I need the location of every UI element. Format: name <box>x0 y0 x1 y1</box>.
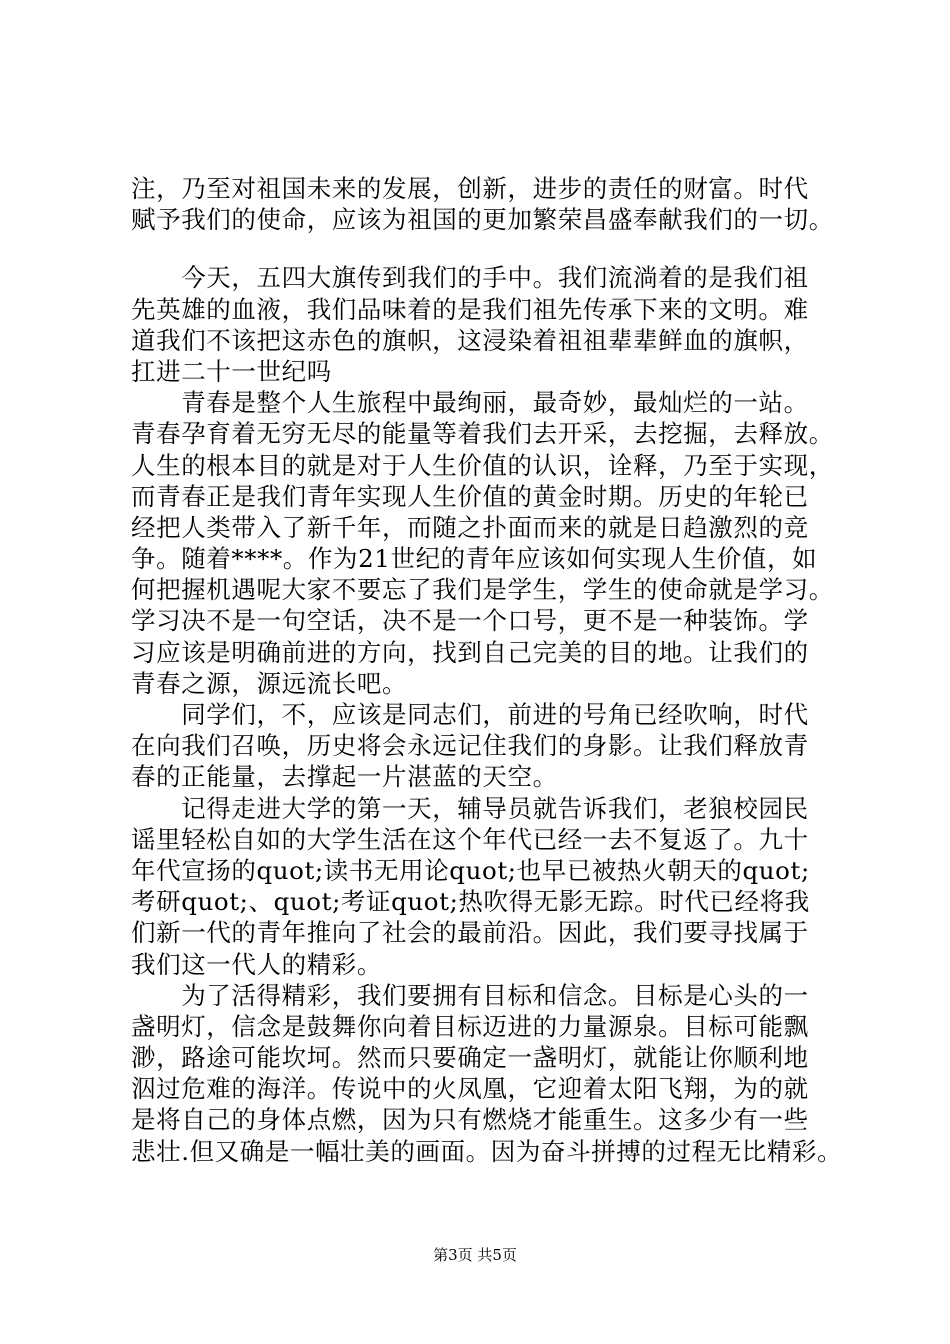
text-line: 记得走进大学的第一天，辅导员就告诉我们，老狼校园民 <box>131 793 809 823</box>
text-line: 争。随着****。作为21世纪的青年应该如何实现人生价值，如 <box>131 544 818 574</box>
text-line: 同学们，不，应该是同志们，前进的号角已经吹响，时代 <box>131 700 809 729</box>
text-line: 考研quot;、quot;考证quot;热吹得无影无踪。时代已经将我 <box>131 887 810 917</box>
page-footer: 第3页 共5页 <box>433 1246 517 1264</box>
text-line: 先英雄的血液，我们品味着的是我们祖先传承下来的文明。难 <box>131 294 809 324</box>
text-line: 道我们不该把这赤色的旗帜，这浸染着祖祖辈辈鲜血的旗帜， <box>131 325 809 355</box>
text-line: 渺，路途可能坎坷。然而只要确定一盏明灯，就能让你顺利地 <box>131 1043 809 1073</box>
text-line: 青春之源，源远流长吧。 <box>131 668 408 698</box>
text-line: 而青春正是我们青年实现人生价值的黄金时期。历史的年轮已 <box>131 481 809 511</box>
text-line: 泅过危难的海洋。传说中的火凤凰，它迎着太阳飞翔，为的就 <box>131 1074 809 1104</box>
text-line: 赋予我们的使命，应该为祖国的更加繁荣昌盛奉献我们的一切。 <box>131 205 834 235</box>
body-text <box>131 173 843 1167</box>
text-line: 悲壮.但又确是一幅壮美的画面。因为奋斗拼搏的过程无比精彩。 <box>131 1136 843 1166</box>
text-line: 今天，五四大旗传到我们的手中。我们流淌着的是我们祖 <box>131 263 809 293</box>
text-line: 扛进二十一世纪吗 <box>131 356 332 386</box>
paragraph-gap <box>131 235 821 262</box>
text-line: 在向我们召唤，历史将会永远记住我们的身影。让我们释放青 <box>131 731 809 761</box>
text-line: 经把人类带入了新千年，而随之扑面而来的就是日趋激烈的竞 <box>131 512 809 542</box>
text-line: 学习决不是一句空话，决不是一个口号，更不是一种装饰。学 <box>131 606 809 636</box>
text-line: 为了活得精彩，我们要拥有目标和信念。目标是心头的一 <box>131 980 809 1010</box>
paragraph-top <box>131 173 834 235</box>
text-line: 是将自己的身体点燃，因为只有燃烧才能重生。这多少有一些 <box>131 1105 809 1135</box>
text-line: 春的正能量，去撑起一片湛蓝的天空。 <box>131 762 558 792</box>
text-line: 习应该是明确前进的方向，找到自己完美的目的地。让我们的 <box>131 637 809 667</box>
text-line: 年代宣扬的quot;读书无用论quot;也早已被热火朝天的quot; <box>131 855 810 885</box>
text-line: 们新一代的青年推向了社会的最前沿。因此，我们要寻找属于 <box>131 918 809 948</box>
text-line: 青春孕育着无穷无尽的能量等着我们去开采，去挖掘，去释放。 <box>131 419 834 449</box>
text-line: 青春是整个人生旅程中最绚丽，最奇妙，最灿烂的一站。 <box>131 388 809 418</box>
text-line: 人生的根本目的就是对于人生价值的认识，诠释，乃至于实现， <box>131 450 834 480</box>
text-line: 我们这一代人的精彩。 <box>131 949 382 979</box>
text-line: 盏明灯，信念是鼓舞你向着目标迈进的力量源泉。目标可能飘 <box>131 1011 809 1041</box>
text-line: 注，乃至对祖国未来的发展，创新，进步的责任的财富。时代 <box>131 174 809 203</box>
text-line: 何把握机遇呢大家不要忘了我们是学生，学生的使命就是学习。 <box>131 575 834 605</box>
paragraph-main <box>131 262 843 1166</box>
text-line: 谣里轻松自如的大学生活在这个年代已经一去不复返了。九十 <box>131 824 809 854</box>
